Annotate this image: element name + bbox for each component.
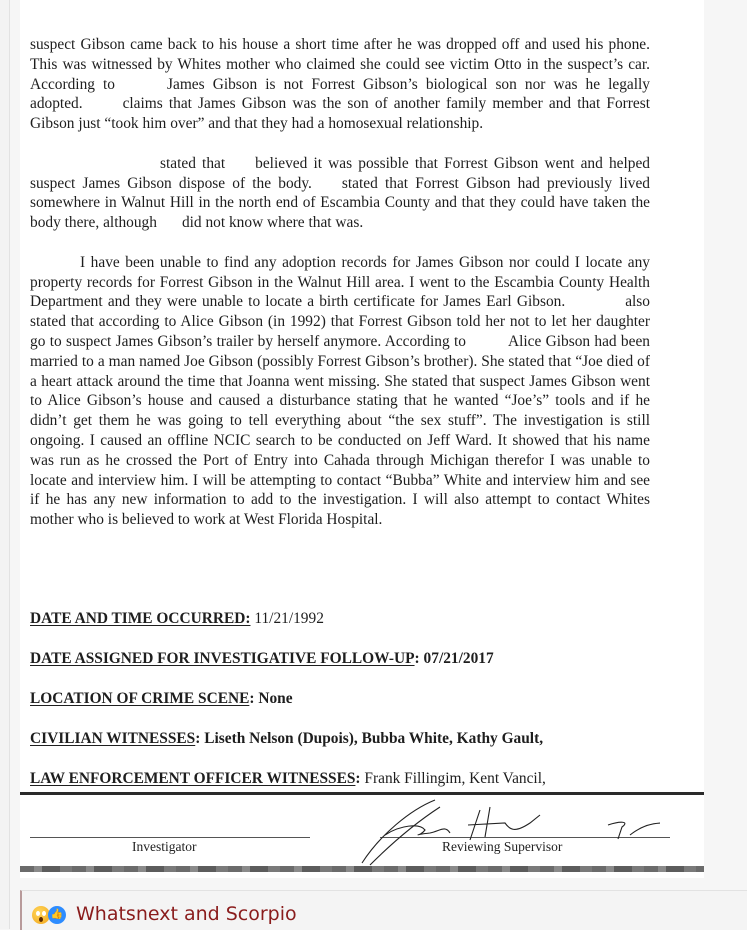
investigator-label: Investigator	[132, 839, 197, 854]
field-colon: :	[414, 650, 420, 667]
field-label: CIVILIAN WITNESSES	[30, 730, 196, 747]
field-civilian-witnesses	[30, 728, 690, 768]
paragraph-text: did not know where that was.	[181, 214, 364, 232]
field-label: DATE ASSIGNED FOR INVESTIGATIVE FOLLOW-UP	[30, 650, 415, 667]
supervisor-label: Reviewing Supervisor	[442, 839, 563, 854]
field-location	[30, 688, 690, 728]
paragraph-text: suspect Gibson came back to his house a short time after he was dropped off and used his phone. This was witnessed by Whites mother who claimed she could see victim Otto in the suspect’s car. According to	[30, 36, 650, 93]
like-thumbs-up-icon: 👍	[48, 906, 66, 924]
field-date-assigned	[30, 648, 690, 688]
paragraph-text: claims that James Gibson was the son of another family member and that Forrest Gibson just “took him over” and that they had a homosexual relationship.	[30, 95, 650, 133]
paragraph-text: I have been unable to find any adoption records for James Gibson nor could I locate any property records for Forrest Gibson in the Walnut Hill area. I went to the Escambia County Health Department and they were unable to locate a birth certificate for James Earl Gibson.	[30, 253, 650, 311]
field-value: 11/21/1992	[254, 610, 324, 627]
reaction-icons[interactable]	[32, 906, 66, 924]
investigator-signature-line	[30, 837, 310, 838]
reactions-bar[interactable]	[20, 890, 747, 930]
field-date-occurred	[30, 608, 690, 648]
paragraph-text: also stated that according to Alice Gibson (in 1992) that Forrest Gibson told her not to let her daughter go to suspect James Gibson’s trailer by herself anymore. According to	[30, 293, 650, 350]
field-colon: :	[249, 690, 255, 707]
scan-edge-artifact	[20, 866, 704, 872]
page-left-border	[0, 0, 10, 929]
paragraph-text: believed it was possible that Forrest Gibson went and helped suspect James Gibson dispose of the body.	[30, 154, 651, 192]
document-body	[30, 35, 650, 550]
field-label: DATE AND TIME OCCURRED:	[30, 610, 251, 627]
field-colon: :	[355, 770, 361, 787]
paragraph-1	[30, 35, 650, 134]
paragraph-text: stated that	[160, 154, 226, 172]
supervisor-signature-scribble	[340, 795, 660, 870]
report-fields	[30, 608, 690, 808]
scanned-document-image	[20, 0, 704, 878]
field-label: LAW ENFORCEMENT OFFICER WITNESSES	[30, 770, 356, 787]
paragraph-text: stated that Forrest Gibson had previously lived somewhere in Walnut Hill in the north end of Escambia County and that they could have taken the body there, although	[30, 174, 650, 232]
paragraph-3	[30, 253, 650, 530]
reaction-users-link[interactable]: Whatsnext and Scorpio	[76, 903, 297, 925]
field-label: LOCATION OF CRIME SCENE	[30, 690, 250, 707]
field-value: Liseth Nelson (Dupois), Bubba White, Kathy Gault,	[204, 730, 544, 747]
field-value: None	[258, 690, 293, 707]
field-value: 07/21/2017	[423, 650, 494, 667]
paragraph-text: Alice Gibson had been married to a man named Joe Gibson (possibly Forrest Gibson’s brother). She stated that “Joe died of a heart attack around the time that Joanna went missing. She stated that suspect James Gibson went to Alice Gibson’s house and caused a disturbance stating that he wanted “Joe’s” tools and if he didn’t get them he was going to tell everything about “the sex stuff”. The investigation is still ongoing. I caused an offline NCIC search to be conducted on Jeff Ward. It showed that his name was run as he crossed the Port of Entry into Cahada through Michigan therefor I was unable to locate and interview him. I will be attempting to contact “Bubba” White and interview him and see if he has any new information to add to the investigation. I will also attempt to contact Whites mother who is believed to work at West Florida Hospital.	[30, 332, 650, 529]
paragraph-2	[30, 154, 650, 233]
paragraph-text: James Gibson is not Forrest Gibson’s biological son nor was he legally adopted.	[30, 75, 650, 113]
field-value: Frank Fillingim, Kent Vancil,	[364, 770, 546, 787]
field-colon: :	[195, 730, 201, 747]
